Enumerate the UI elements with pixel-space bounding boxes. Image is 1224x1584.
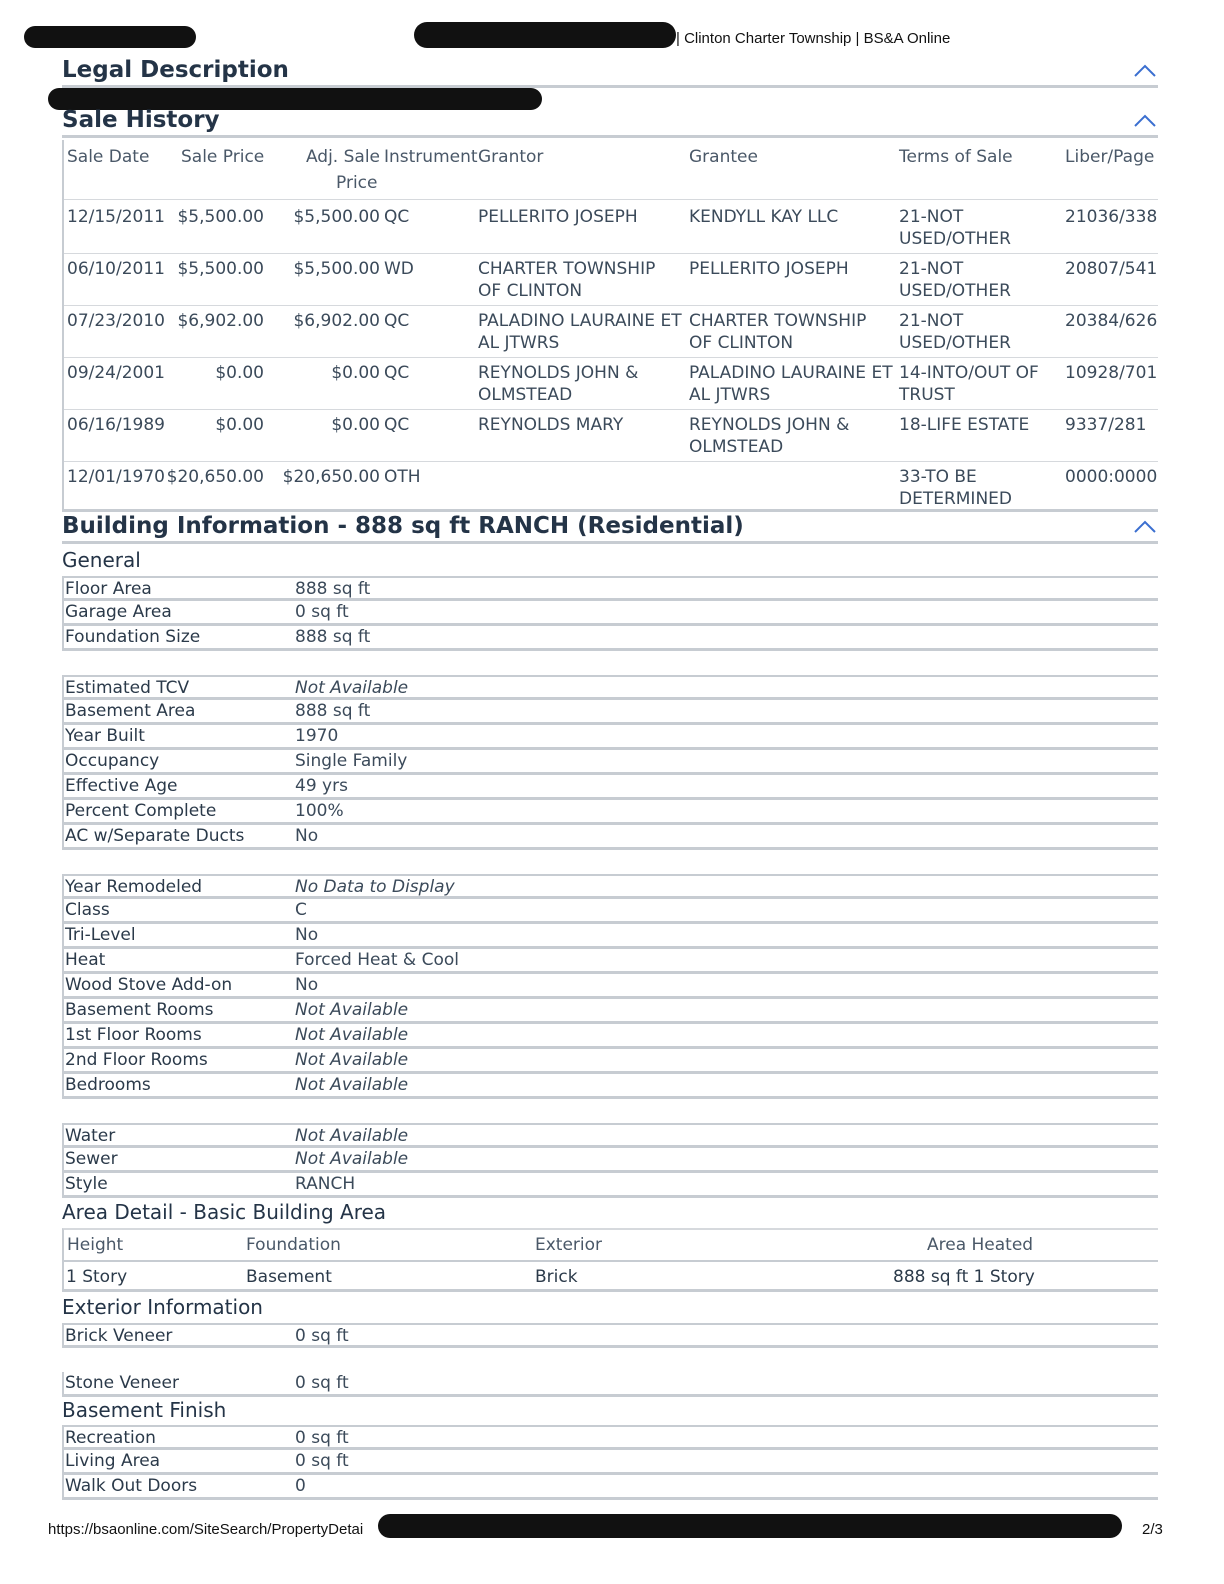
info-value: No Data to Display (295, 877, 455, 897)
print-footer-url: https://bsaonline.com/SiteSearch/PropertyDetai (48, 1521, 364, 1538)
col-foundation[interactable]: Foundation (246, 1235, 341, 1255)
info-row (62, 1049, 1158, 1074)
info-label: Basement Rooms (65, 1000, 214, 1020)
info-row (62, 899, 1158, 924)
sale-cell-grantee-1: CHARTER TOWNSHIP (689, 311, 867, 331)
info-label: Estimated TCV (65, 678, 190, 698)
sale-cell-grantor-1: REYNOLDS MARY (478, 415, 624, 435)
info-value: 888 sq ft (295, 627, 371, 647)
general-subheading: General (62, 548, 141, 572)
info-value: No (295, 975, 319, 995)
sale-cell-sale-price: $0.00 (215, 415, 264, 435)
table-row (64, 1264, 1158, 1292)
sale-cell-sale-price: $6,902.00 (177, 311, 264, 331)
info-label: Class (65, 900, 110, 920)
info-label: Water (65, 1126, 116, 1146)
info-row (62, 825, 1158, 850)
table-row (64, 358, 1158, 410)
col-instrument[interactable]: Instrument (384, 147, 478, 167)
info-label: Style (65, 1174, 108, 1194)
sale-cell-grantee-2: AL JTWRS (689, 385, 771, 405)
info-value: No (295, 826, 319, 846)
info-value: 1970 (295, 726, 339, 746)
legal-description-title: Legal Description (62, 57, 289, 83)
info-label: Brick Veneer (65, 1326, 173, 1346)
sale-cell-terms-2: USED/OTHER (899, 333, 1011, 353)
sale-cell-grantee-1: REYNOLDS JOHN & (689, 415, 850, 435)
info-value: RANCH (295, 1174, 356, 1194)
info-value: 888 sq ft (295, 701, 371, 721)
sale-cell-sale-date: 09/24/2001 (67, 363, 165, 383)
info-value: Not Available (295, 1025, 409, 1045)
info-row (62, 1450, 1158, 1475)
sale-cell-liber: 0000:0000 (1065, 467, 1158, 487)
area-foundation-value: Basement (246, 1267, 332, 1287)
info-row (62, 601, 1158, 626)
print-header-title: | Clinton Charter Township | BS&A Online (676, 30, 951, 47)
info-label: Bedrooms (65, 1075, 151, 1095)
sale-cell-adj-price: $5,500.00 (293, 259, 380, 279)
info-value: C (295, 900, 307, 920)
sale-cell-instrument: QC (384, 415, 410, 435)
sale-cell-grantee-2: OF CLINTON (689, 333, 794, 353)
area-height-value: 1 Story (66, 1267, 128, 1287)
info-label: Walk Out Doors (65, 1476, 198, 1496)
area-detail-subheading: Area Detail - Basic Building Area (62, 1200, 387, 1224)
sale-cell-instrument: OTH (384, 467, 421, 487)
info-value: 0 sq ft (295, 1451, 349, 1471)
info-label: Wood Stove Add-on (65, 975, 233, 995)
info-row (62, 1074, 1158, 1099)
col-grantor[interactable]: Grantor (478, 147, 544, 167)
exterior-information-subheading: Exterior Information (62, 1295, 263, 1319)
info-row (62, 725, 1158, 750)
chevron-up-icon[interactable] (1134, 63, 1156, 77)
sale-cell-instrument: QC (384, 207, 410, 227)
info-row (62, 874, 1158, 899)
sale-cell-terms-2: USED/OTHER (899, 229, 1011, 249)
table-header (64, 1230, 1158, 1262)
table-row (64, 202, 1158, 254)
info-label: 2nd Floor Rooms (65, 1050, 208, 1070)
sale-cell-grantee-2: OLMSTEAD (689, 437, 784, 457)
col-sale-price[interactable]: Sale Price (181, 147, 265, 167)
info-row (62, 700, 1158, 725)
sale-cell-terms-2: TRUST (899, 385, 955, 405)
sale-cell-adj-price: $5,500.00 (293, 207, 380, 227)
sale-cell-terms-1: 21-NOT (899, 259, 964, 279)
redaction-bar (378, 1514, 1122, 1538)
sale-cell-liber: 9337/281 (1065, 415, 1147, 435)
info-value: 888 sq ft (295, 579, 371, 599)
sale-cell-grantor-1: PALADINO LAURAINE ET (478, 311, 682, 331)
sale-cell-sale-price: $5,500.00 (177, 207, 264, 227)
sale-cell-grantee-1: PELLERITO JOSEPH (689, 259, 849, 279)
sale-cell-grantor-2: OLMSTEAD (478, 385, 573, 405)
info-row (62, 1123, 1158, 1148)
sale-cell-liber: 21036/338 (1065, 207, 1158, 227)
area-detail-table (62, 1228, 1158, 1292)
sale-cell-sale-price: $0.00 (215, 363, 264, 383)
info-row (62, 924, 1158, 949)
info-value: 0 sq ft (295, 602, 349, 622)
info-label: AC w/Separate Ducts (65, 826, 245, 846)
info-row (62, 1475, 1158, 1500)
info-label: Living Area (65, 1451, 161, 1471)
info-label: Floor Area (65, 579, 152, 599)
info-row (62, 1024, 1158, 1049)
sale-cell-instrument: WD (384, 259, 414, 279)
info-label: Heat (65, 950, 106, 970)
info-row (62, 576, 1158, 601)
sale-cell-grantor-1: REYNOLDS JOHN & (478, 363, 639, 383)
info-value: 0 sq ft (295, 1428, 349, 1448)
print-footer-page-number: 2/3 (1142, 1521, 1163, 1538)
sale-cell-sale-date: 12/01/1970 (67, 467, 165, 487)
info-value: Forced Heat & Cool (295, 950, 459, 970)
sale-cell-terms-1: 33-TO BE (899, 467, 977, 487)
sale-cell-terms-2: USED/OTHER (899, 281, 1011, 301)
info-row (62, 999, 1158, 1024)
sale-cell-adj-price: $0.00 (331, 415, 380, 435)
info-row (62, 675, 1158, 700)
sale-cell-terms-1: 14-INTO/OUT OF (899, 363, 1039, 383)
col-area-heated[interactable]: Area Heated (927, 1235, 1034, 1255)
info-label: Effective Age (65, 776, 178, 796)
sale-cell-sale-price: $5,500.00 (177, 259, 264, 279)
sale-cell-grantor-1: PELLERITO JOSEPH (478, 207, 638, 227)
info-value: 0 sq ft (295, 1326, 349, 1346)
sale-cell-terms-1: 18-LIFE ESTATE (899, 415, 1030, 435)
area-heated-value: 888 sq ft 1 Story (893, 1267, 1035, 1287)
sale-cell-grantor-2: OF CLINTON (478, 281, 583, 301)
sale-cell-liber: 10928/701 (1065, 363, 1158, 383)
info-value: 100% (295, 801, 344, 821)
info-label: Sewer (65, 1149, 118, 1169)
sale-history-header[interactable] (62, 108, 1158, 138)
building-information-title: Building Information - 888 sq ft RANCH (Residential) (62, 513, 744, 539)
redaction-bar (24, 26, 196, 48)
sale-history-table (62, 140, 1158, 512)
table-row (64, 254, 1158, 306)
col-adj-sale-price[interactable]: Adj. Sale (305, 147, 380, 167)
info-row (62, 626, 1158, 651)
col-terms-of-sale[interactable]: Terms of Sale (899, 147, 1013, 167)
redaction-bar (414, 22, 676, 48)
info-label: Foundation Size (65, 627, 201, 647)
info-label: Year Remodeled (65, 877, 203, 897)
info-label: 1st Floor Rooms (65, 1025, 202, 1045)
col-exterior[interactable]: Exterior (535, 1235, 603, 1255)
info-value: 49 yrs (295, 776, 348, 796)
info-value: Not Available (295, 1126, 409, 1146)
sale-cell-adj-price: $20,650.00 (282, 467, 380, 487)
col-liber-page[interactable]: Liber/Page (1065, 147, 1155, 167)
info-value: Not Available (295, 1000, 409, 1020)
sale-cell-grantor-1: CHARTER TOWNSHIP (478, 259, 656, 279)
info-row (62, 1425, 1158, 1450)
legal-description-header[interactable] (62, 58, 1158, 88)
info-value: Not Available (295, 1075, 409, 1095)
table-row (64, 410, 1158, 462)
col-height[interactable]: Height (67, 1235, 124, 1255)
sale-cell-instrument: QC (384, 363, 410, 383)
table-row (64, 306, 1158, 358)
table-row (64, 462, 1158, 514)
info-value: No (295, 925, 319, 945)
info-value: Not Available (295, 678, 409, 698)
basement-finish-subheading: Basement Finish (62, 1398, 227, 1422)
col-grantee[interactable]: Grantee (689, 147, 758, 167)
info-value: Not Available (295, 1050, 409, 1070)
info-row (62, 800, 1158, 825)
table-header (64, 140, 1158, 200)
info-label: Basement Area (65, 701, 196, 721)
sale-cell-terms-2: DETERMINED (899, 489, 1012, 509)
sale-cell-adj-price: $0.00 (331, 363, 380, 383)
sale-cell-instrument: QC (384, 311, 410, 331)
sale-cell-grantor-2: AL JTWRS (478, 333, 560, 353)
building-information-header[interactable] (62, 514, 1158, 544)
sale-cell-grantee-1: KENDYLL KAY LLC (689, 207, 839, 227)
sale-cell-sale-date: 07/23/2010 (67, 311, 165, 331)
chevron-up-icon[interactable] (1134, 113, 1156, 127)
info-value: Not Available (295, 1149, 409, 1169)
info-label: Percent Complete (65, 801, 217, 821)
sale-cell-sale-date: 12/15/2011 (67, 207, 165, 227)
info-label: Recreation (65, 1428, 156, 1448)
info-row (62, 1323, 1158, 1348)
info-value: Single Family (295, 751, 408, 771)
sale-cell-sale-date: 06/10/2011 (67, 259, 165, 279)
sale-cell-terms-1: 21-NOT (899, 207, 964, 227)
info-value: 0 sq ft (295, 1373, 349, 1393)
info-row (62, 1173, 1158, 1198)
sale-history-title: Sale History (62, 107, 220, 133)
col-adj-sale-price-line2: Price (336, 173, 378, 193)
info-row (62, 775, 1158, 800)
info-row (62, 949, 1158, 974)
chevron-up-icon[interactable] (1134, 519, 1156, 533)
sale-cell-sale-date: 06/16/1989 (67, 415, 165, 435)
sale-cell-liber: 20807/541 (1065, 259, 1158, 279)
info-value: 0 (295, 1476, 306, 1496)
sale-cell-terms-1: 21-NOT (899, 311, 964, 331)
info-label: Tri-Level (65, 925, 136, 945)
sale-cell-sale-price: $20,650.00 (166, 467, 264, 487)
sale-cell-adj-price: $6,902.00 (293, 311, 380, 331)
area-exterior-value: Brick (535, 1267, 578, 1287)
sale-cell-liber: 20384/626 (1065, 311, 1158, 331)
info-row (62, 1148, 1158, 1173)
col-sale-date[interactable]: Sale Date (67, 147, 150, 167)
info-label: Stone Veneer (65, 1373, 179, 1393)
sale-cell-grantee-1: PALADINO LAURAINE ET (689, 363, 893, 383)
info-label: Occupancy (65, 751, 160, 771)
info-label: Garage Area (65, 602, 172, 622)
info-row (62, 974, 1158, 999)
info-row (62, 750, 1158, 775)
info-label: Year Built (65, 726, 145, 746)
info-row (62, 1372, 1158, 1397)
